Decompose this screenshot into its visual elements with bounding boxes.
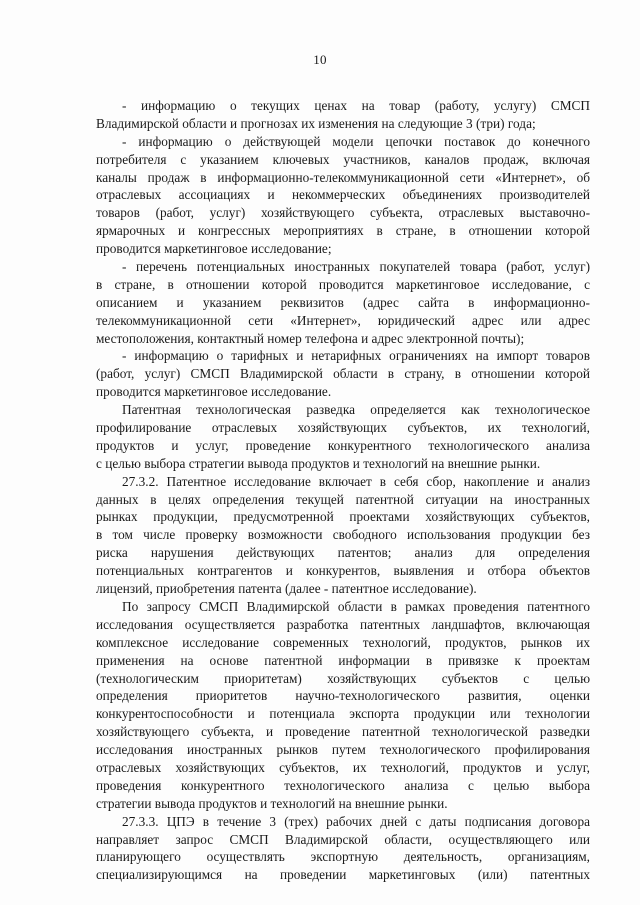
text-line: 27.3.2. Патентное исследование включает в себя сбор, накопление и анализ [122, 473, 590, 489]
text-line: каналы продаж в информационно-телекоммуникационной сети «Интернет», об [96, 169, 590, 185]
text-line: специализирующимся на проведении маркетинговых (или) патентных [96, 867, 590, 883]
text-line: отраслевых хозяйствующих субъектов, их технологий, продуктов и услуг, [96, 759, 590, 775]
text-line: с целью выбора стратегии вывода продуктов и технологий на внешние рынки. [96, 455, 541, 471]
text-line: планирующего осуществлять экспортную деятельность, организациям, [96, 849, 590, 865]
text-line: Патентная технологическая разведка определяется как технологическое [122, 402, 590, 418]
text-line: конкурентоспособности и потенциала экспорта продукции или технологии [96, 706, 590, 722]
text-line: исследования осуществляется разработка патентных ландшафтов, включающая [96, 616, 590, 632]
text-line: (работ, услуг) СМСП Владимирской области в страну, в отношении которой [96, 366, 590, 382]
text-line: определения приоритетов научно-технологического развития, оценки [96, 688, 590, 704]
text-line: направляет запрос СМСП Владимирской области, осуществляющего или [96, 831, 590, 847]
paragraph-patent-landscapes [96, 598, 590, 813]
text-line: 27.3.3. ЦПЭ в течение 3 (трех) рабочих дней с даты подписания договора [122, 813, 590, 829]
page-number: 10 [313, 52, 327, 67]
paragraph-27-3-2 [96, 473, 590, 598]
text-line: стратегии вывода продуктов и технологий на внешние рынки. [96, 795, 448, 811]
text-line: (технологическим приоритетам) хозяйствующих субъектов с целью [96, 670, 590, 686]
text-line: продуктов и услуг, проведение конкурентного технологического анализа [96, 437, 590, 453]
text-line: отраслевых ассоциациях и некоммерческих объединениях производителей [96, 187, 590, 203]
paragraph-27-3-3 [96, 813, 590, 885]
text-line: Владимирской области и прогнозах их изменения на следующие 3 (три) года; [96, 115, 536, 131]
paragraph-supply-chain [96, 133, 590, 258]
text-line: комплексное исследование современных технологий, продуктов, рынков их [96, 634, 590, 650]
text-line: потенциальных контрагентов и конкурентов, выявления и отбора объектов [96, 563, 590, 579]
text-line: в стране, в отношении которой проводится маркетинговое исследование, с [96, 276, 590, 292]
text-line: описанием и указанием реквизитов (адрес сайта в информационно- [96, 294, 590, 310]
paragraph-patent-intelligence [96, 401, 590, 473]
text-line: в том числе проверку возможности свободного использования продукции без [96, 527, 590, 543]
text-line: рынках продукции, предусмотренной проектами хозяйствующих субъектов, [96, 509, 590, 525]
paragraph-current-prices [96, 97, 590, 133]
text-line: ярмарочных и конгрессных мероприятиях в стране, в отношении которой [96, 223, 590, 239]
text-line: По запросу СМСП Владимирской области в рамках проведения патентного [122, 598, 590, 614]
text-line: данных в целях определения текущей патентной ситуации на иностранных [96, 491, 590, 507]
text-line: исследования иностранных рынков путем технологического профилирования [96, 742, 590, 758]
text-line: проводится маркетинговое исследование; [96, 241, 332, 257]
text-line: - информацию о тарифных и нетарифных ограничениях на импорт товаров [122, 348, 590, 364]
text-line: телекоммуникационной сети «Интернет», юридический адрес или адрес [96, 312, 590, 328]
text-line: потребителя с указанием ключевых участников, каналов продаж, включая [96, 151, 590, 167]
text-line: - информацию о действующей модели цепочки поставок до конечного [122, 133, 590, 149]
document-body [96, 97, 590, 884]
text-line: проводится маркетинговое исследование. [96, 384, 332, 400]
paragraph-import-restrictions [96, 347, 590, 401]
text-line: риска нарушения действующих патентов; анализ для определения [96, 545, 590, 561]
text-line: товаров (работ, услуг) хозяйствующего субъекта, отраслевых выставочно- [96, 205, 590, 221]
text-line: применения на основе патентной информации в привязке к проектам [96, 652, 590, 668]
text-line: профилирование отраслевых хозяйствующих субъектов, их технологий, [96, 420, 590, 436]
text-line: - информацию о текущих ценах на товар (работу, услугу) СМСП [122, 98, 590, 113]
text-line: проведения конкурентного технологического анализа с целью выбора [96, 777, 590, 793]
text-line: лицензий, приобретения патента (далее - патентное исследование). [96, 581, 477, 597]
text-line: хозяйствующего субъекта, и проведение патентной технологической разведки [96, 724, 590, 740]
text-line: - перечень потенциальных иностранных покупателей товара (работ, услуг) [122, 259, 590, 275]
text-line: местоположения, контактный номер телефона и адрес электронной почты); [96, 330, 525, 346]
paragraph-foreign-buyers [96, 258, 590, 347]
